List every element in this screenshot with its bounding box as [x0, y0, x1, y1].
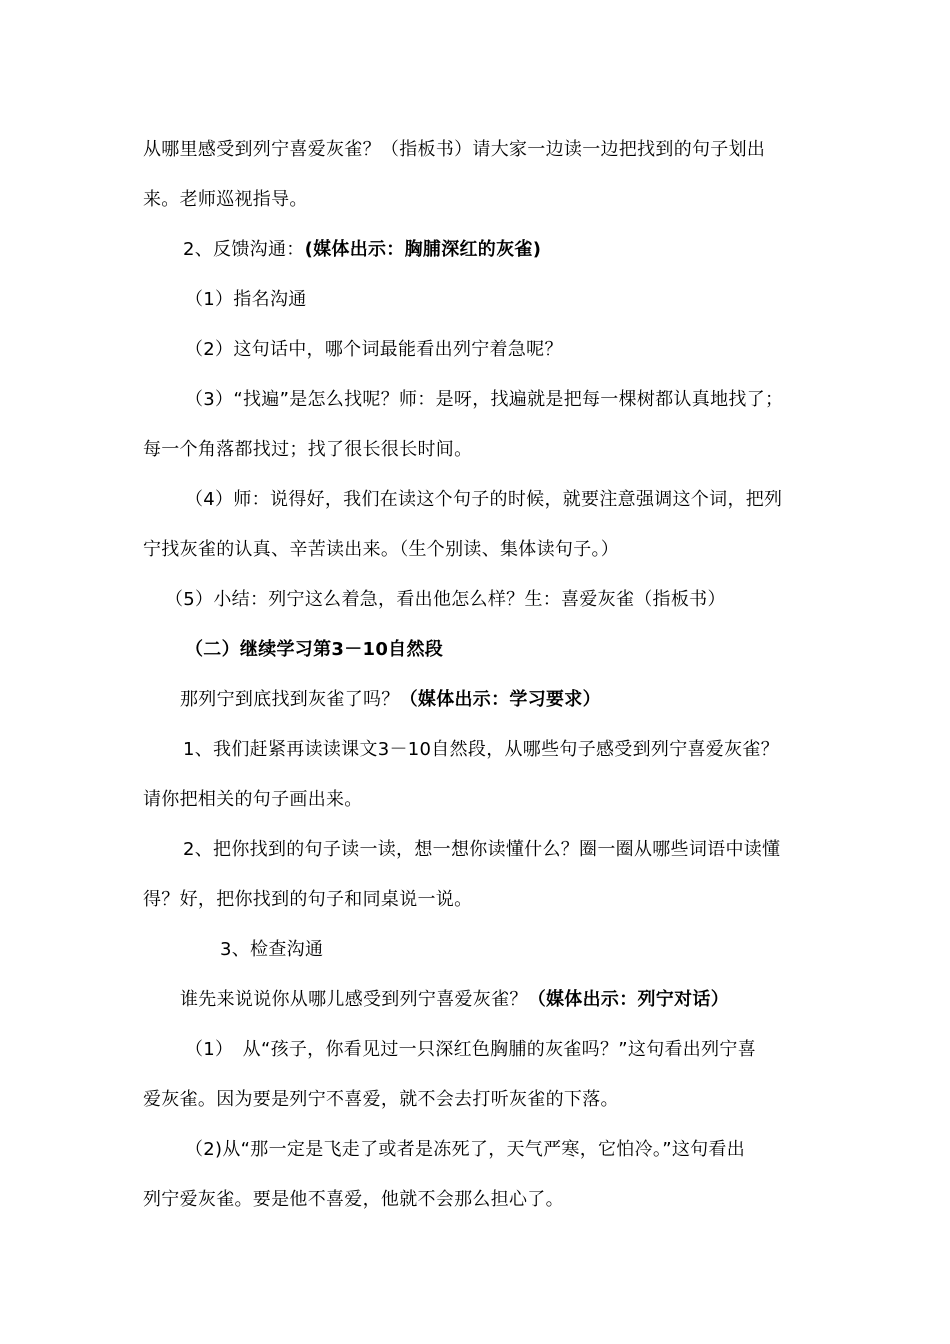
line-text: （1）指名沟通 [185, 289, 307, 310]
paragraph-line [180, 687, 601, 713]
line-text: （5）小结：列宁这么着急，看出他怎么样？生：喜爱灰雀（指板书） [165, 589, 726, 610]
paragraph-line [143, 187, 308, 213]
media-note: （媒体出示：列宁对话） [527, 989, 730, 1010]
list-item [185, 337, 563, 363]
paragraph-line [143, 437, 472, 463]
media-note: （媒体出示：学习要求） [399, 689, 601, 710]
list-item [185, 487, 782, 513]
line-text: 爱灰雀。因为要是列宁不喜爱，就不会去打听灰雀的下落。 [143, 1089, 619, 1110]
section-heading [220, 937, 323, 963]
paragraph-line [143, 1187, 564, 1213]
paragraph-line [143, 537, 619, 563]
line-text: 2、反馈沟通： [183, 239, 305, 260]
line-text: 谁先来说说你从哪儿感受到列宁喜爱灰雀？ [180, 989, 528, 1010]
paragraph-line [180, 987, 729, 1013]
media-note: (媒体出示：胸脯深红的灰雀) [304, 239, 542, 260]
line-text: 1、我们赶紧再读读课文3－10自然段，从哪些句子感受到列宁喜爱灰雀？ [183, 739, 780, 760]
section-heading [183, 237, 541, 263]
line-text: （3）“找遍”是怎么找呢？师：是呀，找遍就是把每一棵树都认真地找了； [185, 389, 784, 410]
paragraph-line [183, 837, 780, 863]
line-text: 从哪里感受到列宁喜爱灰雀？（指板书）请大家一边读一边把找到的句子划出 [143, 139, 766, 160]
line-text: （二）继续学习第3－10自然段 [185, 639, 444, 660]
line-text: 得？好，把你找到的句子和同桌说一说。 [143, 889, 473, 910]
line-text: 那列宁到底找到灰雀了吗？ [180, 689, 400, 710]
section-heading [185, 637, 443, 663]
list-item [185, 287, 307, 313]
list-item [185, 1037, 756, 1063]
paragraph-line [143, 787, 363, 813]
list-item [165, 587, 726, 613]
line-text: （1） 从“孩子，你看见过一只深红色胸脯的灰雀吗？”这句看出列宁喜 [185, 1039, 756, 1060]
paragraph-line [183, 737, 779, 763]
paragraph-line [143, 887, 472, 913]
paragraph-line [143, 1087, 619, 1113]
line-text: （2)从“那一定是飞走了或者是冻死了，天气严寒，它怕冷。”这句看出 [185, 1139, 746, 1160]
list-item [185, 1137, 745, 1163]
line-text: 列宁爱灰雀。要是他不喜爱，他就不会那么担心了。 [143, 1189, 564, 1210]
paragraph-line [143, 137, 765, 163]
line-text: 每一个角落都找过；找了很长很长时间。 [143, 439, 473, 460]
line-text: 宁找灰雀的认真、辛苦读出来。（生个别读、集体读句子。） [143, 539, 620, 560]
line-text: （2）这句话中，哪个词最能看出列宁着急呢？ [185, 339, 563, 360]
line-text: 2、把你找到的句子读一读，想一想你读懂什么？圈一圈从哪些词语中读懂 [183, 839, 781, 860]
line-text: （4）师：说得好，我们在读这个句子的时候，就要注意强调这个词，把列 [185, 489, 783, 510]
line-text: 3、检查沟通 [220, 939, 324, 960]
list-item [185, 387, 783, 413]
line-text: 来。老师巡视指导。 [143, 189, 308, 210]
line-text: 请你把相关的句子画出来。 [143, 789, 363, 810]
